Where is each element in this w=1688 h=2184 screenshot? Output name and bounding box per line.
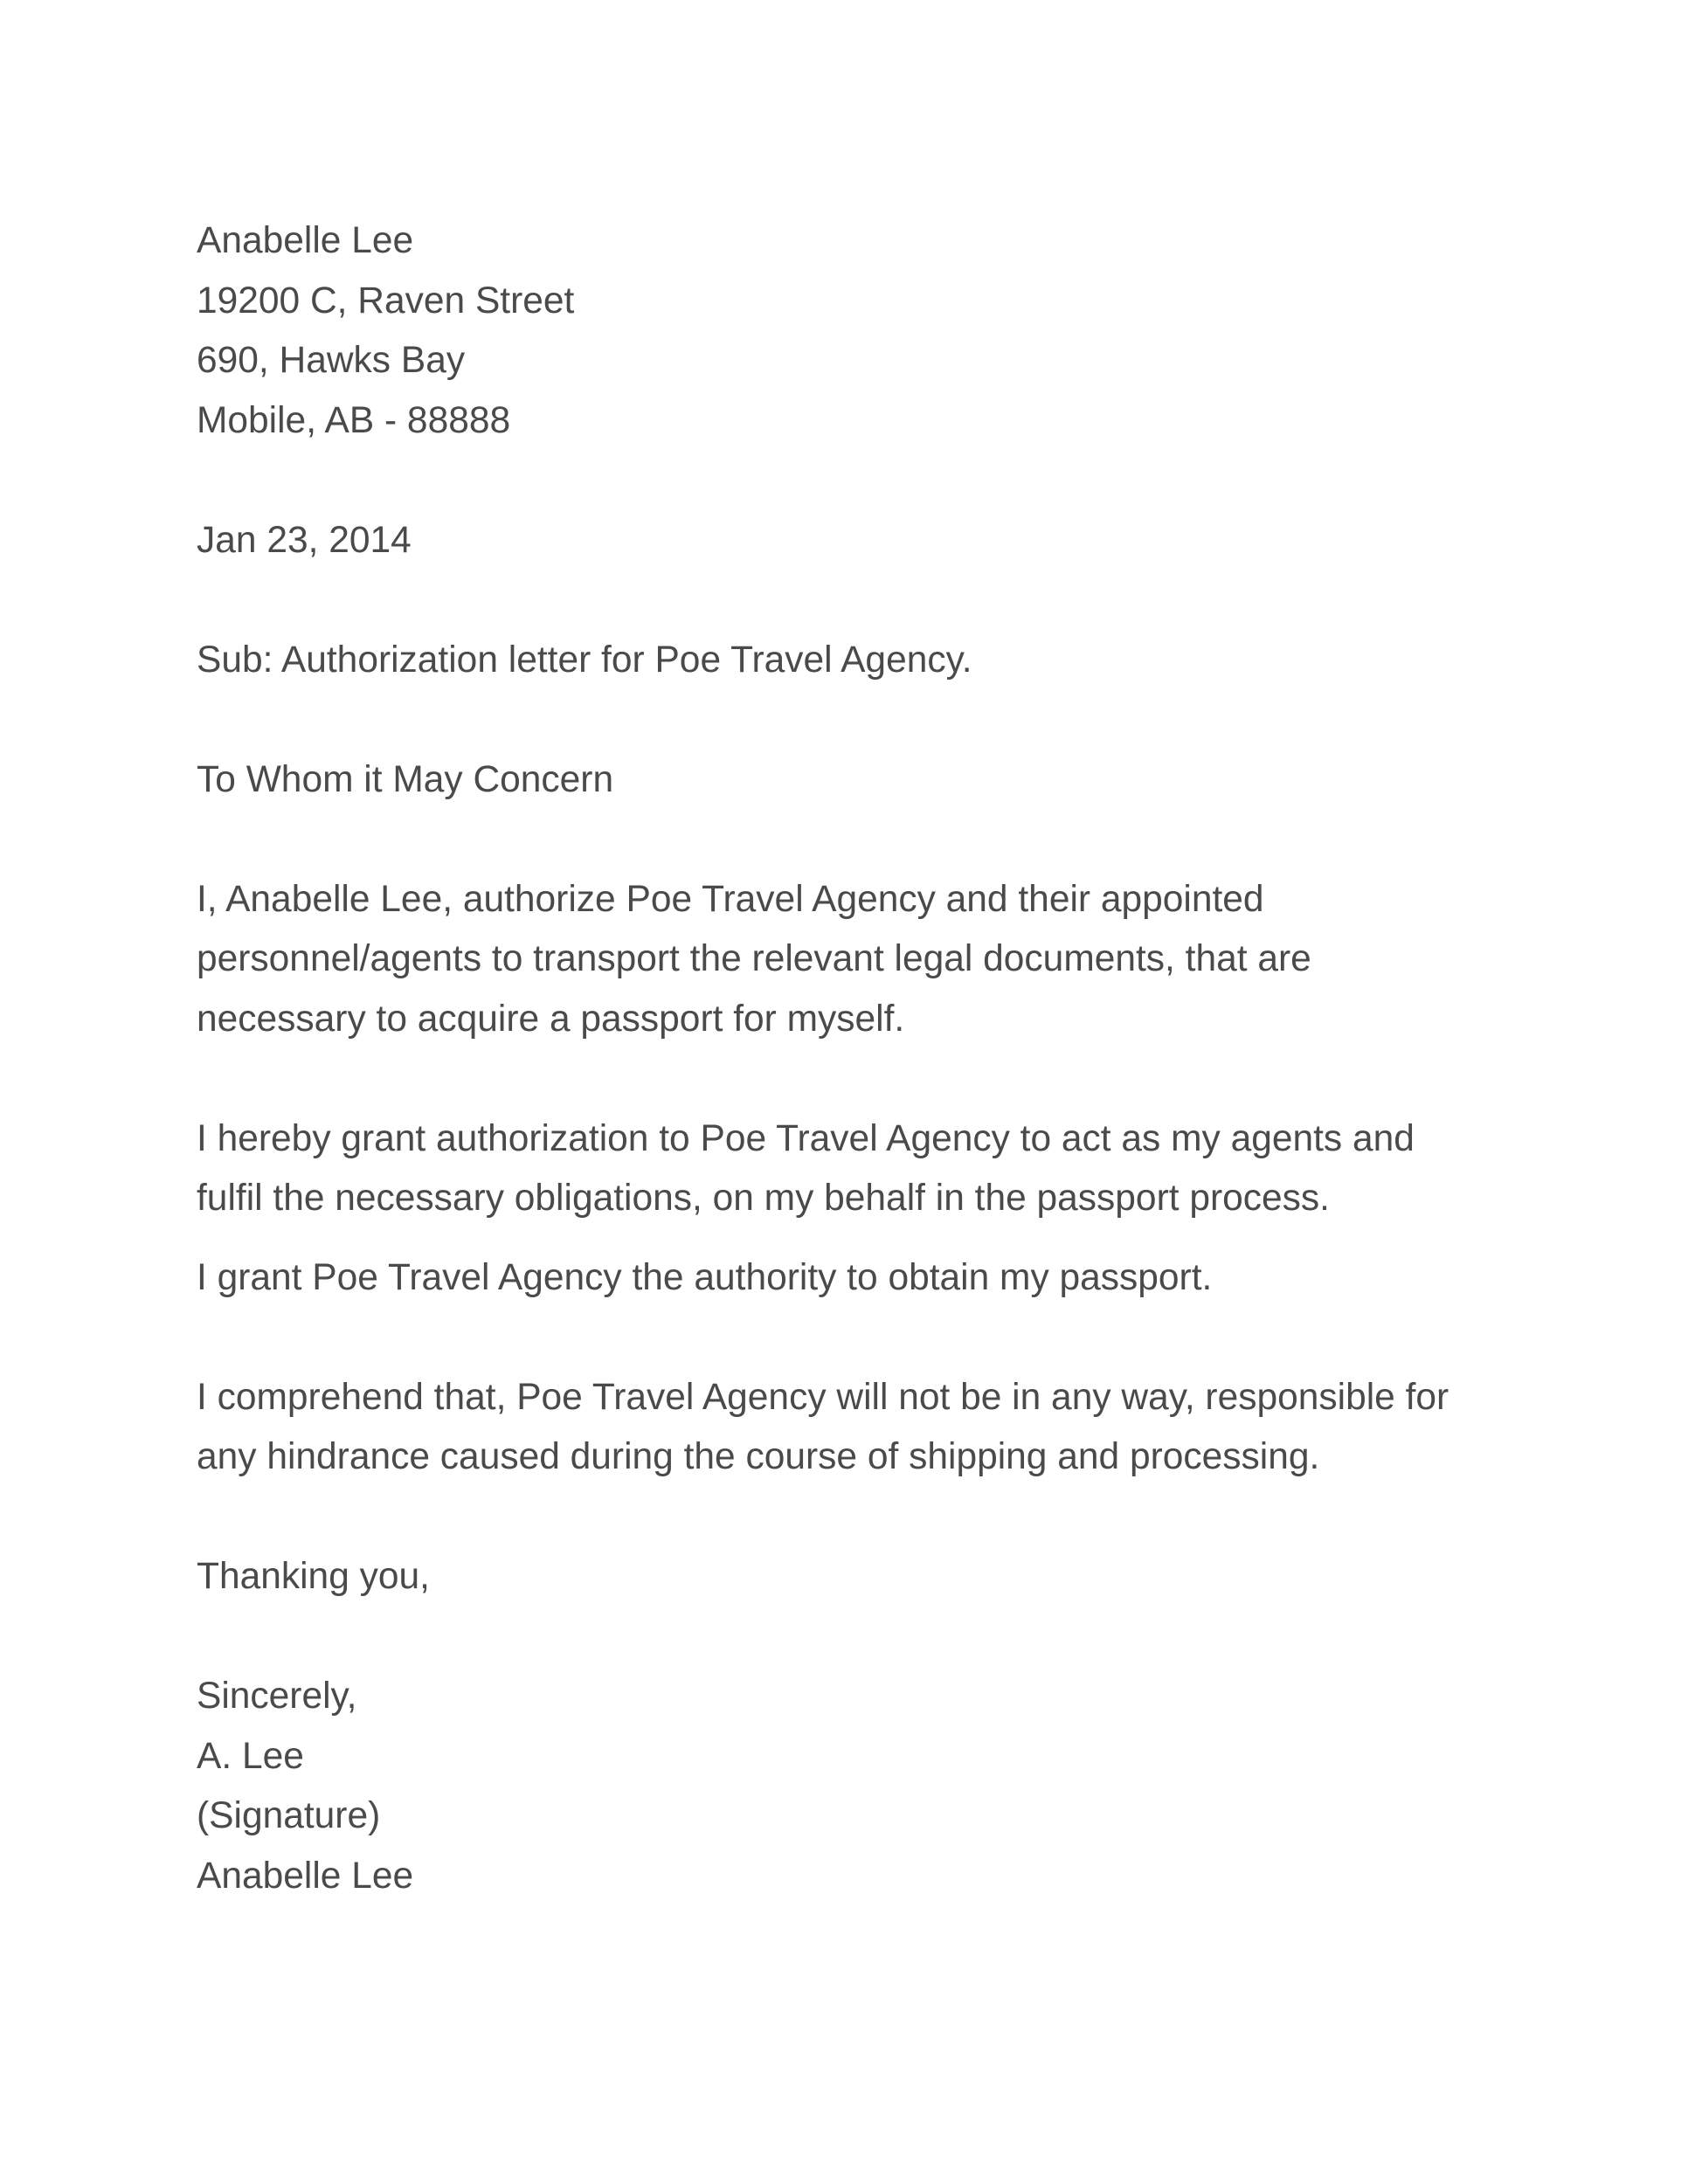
sender-address-line-2: 690, Hawks Bay <box>197 340 466 381</box>
spacer <box>197 1308 1490 1368</box>
paragraph-line: necessary to acquire a passport for myself. <box>197 998 905 1040</box>
valediction: Sincerely, <box>197 1676 357 1717</box>
thanks-line: Thanking you, <box>197 1556 430 1597</box>
signature-note: (Signature) <box>197 1795 381 1836</box>
paragraph-authorization <box>197 870 1490 1050</box>
spacer <box>197 1229 1490 1248</box>
sender-address-line-1: 19200 C, Raven Street <box>197 280 575 321</box>
letter-date: Jan 23, 2014 <box>197 519 412 561</box>
spacer <box>197 690 1490 750</box>
paragraph-line: I, Anabelle Lee, authorize Poe Travel Agency and their appointed <box>197 878 1264 920</box>
spacer <box>197 810 1490 870</box>
signature: A. Lee <box>197 1735 304 1777</box>
paragraph-line: any hindrance caused during the course of shipping and processing. <box>197 1436 1320 1477</box>
sender-address-block <box>197 211 1490 451</box>
paragraph-line: personnel/agents to transport the relevant legal documents, that are <box>197 938 1311 979</box>
spacer <box>197 570 1490 631</box>
paragraph-line: I comprehend that, Poe Travel Agency will not be in any way, responsible for <box>197 1376 1449 1418</box>
sender-address-line-3: Mobile, AB - 88888 <box>197 399 511 441</box>
paragraph-line: I hereby grant authorization to Poe Travel Agency to act as my agents and <box>197 1117 1415 1159</box>
printed-name: Anabelle Lee <box>197 1855 414 1897</box>
spacer <box>197 1607 1490 1668</box>
spacer <box>197 1488 1490 1548</box>
paragraph-grant <box>197 1109 1490 1229</box>
letter-body <box>197 211 1490 1906</box>
closing-block <box>197 1667 1490 1906</box>
letter-subject: Sub: Authorization letter for Poe Travel Agency. <box>197 639 972 681</box>
sender-name: Anabelle Lee <box>197 220 414 261</box>
salutation: To Whom it May Concern <box>197 758 614 800</box>
spacer <box>197 451 1490 511</box>
paragraph-line: fulfil the necessary obligations, on my behalf in the passport process. <box>197 1178 1330 1219</box>
paragraph-authority: I grant Poe Travel Agency the authority to obtain my passport. <box>197 1256 1213 1298</box>
paragraph-liability <box>197 1368 1490 1488</box>
spacer <box>197 1049 1490 1109</box>
